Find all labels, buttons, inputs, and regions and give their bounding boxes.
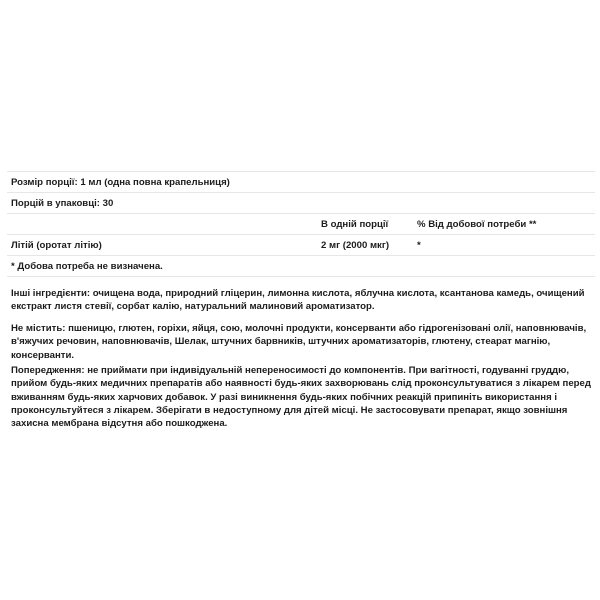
nutrient-daily-value: * — [417, 240, 421, 251]
header-col-daily-value: % Від добової потреби ** — [417, 219, 537, 230]
servings-per-container-row — [7, 193, 595, 214]
nutrient-amount: 2 мг (2000 мкг) — [321, 240, 390, 251]
footnote-row — [7, 256, 595, 277]
table-header-row — [7, 214, 595, 235]
supplement-facts-table — [7, 171, 595, 277]
footnote-text: * Добова потреба не визначена. — [11, 261, 163, 272]
serving-size-text: Розмір порції: 1 мл (одна повна крапельниця) — [11, 177, 230, 188]
serving-size-row — [7, 172, 595, 193]
other-ingredients-paragraph: Інші інгредієнти: очищена вода, природний гліцерин, лимонна кислота, яблучна кислота, ксантанова камедь, очищений екстракт листя стевії, сорбат калію, натуральний малиновий ароматизатор. — [11, 288, 585, 313]
free-from-paragraph: Не містить: пшеницю, глютен, горіхи, яйця, сою, молочні продукти, консерванти або гідрогенізовані олії, наповнювачів, в'яжучих речовин, наповнювачів, Шелак, штучних барвників, штучних ароматизаторів, глютену, стеарат магнію, консерванти. — [11, 323, 587, 361]
header-col-amount: В одній порції — [321, 219, 389, 230]
warning-paragraph: Попередження: не приймати при індивідуальній непереносимості до компонентів. При вагітності, годуванні груддю, прийом будь-яких медичних препаратів або наявності будь-яких захворювань слід проконсультуватися з лікарем перед вживанням будь-яких харчових добавок. У разі виникнення будь-яких побічних реакцій припиніть використання і проконсультуйтеся з лікарем. Зберігати в недоступному для дітей місці. Не застосовувати препарат, якщо зовнішня захисна мембрана відсутня або пошкоджена. — [11, 365, 591, 430]
servings-per-container-text: Порцій в упаковці: 30 — [11, 198, 114, 209]
table-row — [7, 235, 595, 256]
nutrient-name: Літій (оротат літію) — [11, 240, 102, 251]
